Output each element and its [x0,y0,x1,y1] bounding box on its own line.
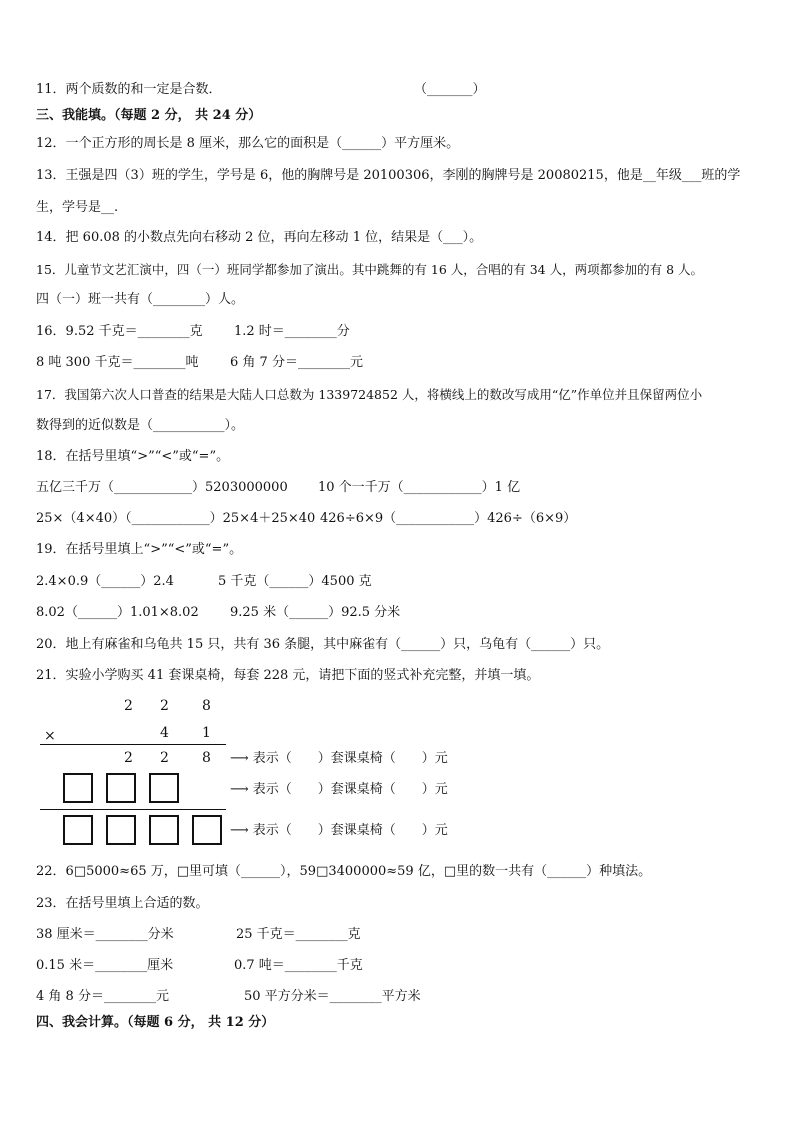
times-sign: × [44,728,56,744]
q11-answer-blank[interactable]: （_______） [414,82,486,97]
q18-c: 25×（4×40）（____________）25×4＋25×40 [36,511,316,526]
multiplier-digit: 4 [160,725,169,741]
answer-box[interactable] [63,773,93,803]
q15-line1: 15．儿童节文艺汇演中，四（一）班同学都参加了演出。其中跳舞的有 16 人，合唱的有 34 人，两项都参加的有 8 人。 [36,262,704,277]
section-3-heading: 三、我能填。（每题 2 分， 共 24 分） [36,108,262,123]
q19-title: 19．在括号里填上“>”“<”或“=”。 [36,542,243,557]
answer-box[interactable] [63,815,93,845]
q17-line2: 数得到的近似数是（___________）。 [36,418,245,433]
multiplier-digit: 1 [202,725,211,741]
q11-text: 11．两个质数的和一定是合数． [36,82,222,97]
q14: 14．把 60.08 的小数点先向右移动 2 位，再向左移动 1 位，结果是（___）。 [36,230,483,245]
q18-a: 五亿三千万（____________）5203000000 [36,480,288,495]
q12: 12．一个正方形的周长是 8 厘米，那么它的面积是（______）平方厘米。 [36,136,460,151]
q23-f: 50 平方分米＝________平方米 [244,989,421,1004]
answer-box[interactable] [192,815,222,845]
q21-annotation-2: ⟶ 表示（ ）套课桌椅（ ）元 [230,782,448,797]
q15-line2: 四（一）班一共有（________）人。 [36,292,245,307]
q21-text: 21．实验小学购买 41 套课桌椅，每套 228 元，请把下面的竖式补充完整，并填一填。 [36,668,540,683]
answer-box[interactable] [106,815,136,845]
sum-rule [40,809,226,810]
answer-box[interactable] [106,773,136,803]
product-rule [40,744,226,745]
q23-b: 25 千克＝________克 [236,927,361,942]
section-4-heading: 四、我会计算。（每题 6 分， 共 12 分） [36,1015,275,1030]
q13-line2: 生，学号是__. [36,200,119,215]
q16-b: 1.2 时＝________分 [234,324,350,339]
q23-a: 38 厘米＝________分米 [36,927,174,942]
q19-b: 5 千克（______）4500 克 [218,574,372,589]
q13-line1: 13．王强是四（3）班的学生，学号是 6，他的胸牌号是 20100306，李刚的胸牌号是 20080215，他是__年级___班的学 [36,168,741,183]
q18-d: 426÷6×9（____________）426÷（6×9） [320,511,577,526]
multiplicand-digit: 8 [202,698,211,714]
q18-title: 18．在括号里填“>”“<”或“=”。 [36,449,230,464]
q16-c: 8 吨 300 千克＝________吨 [36,355,199,370]
q19-c: 8.02（______）1.01×8.02 [36,605,199,620]
q21-annotation-1: ⟶ 表示（ ）套课桌椅（ ）元 [230,751,448,766]
multiplicand-digit: 2 [160,698,169,714]
q18-b: 10 个一千万（____________）1 亿 [318,480,521,495]
partial-product-digit: 8 [202,750,211,766]
q23-e: 4 角 8 分＝________元 [36,989,169,1004]
q17-line1: 17．我国第六次人口普查的结果是大陆人口总数为 1339724852 人，将横线上的数改写成用“亿”作单位并且保留两位小 [36,387,703,402]
answer-box[interactable] [149,815,179,845]
q20: 20．地上有麻雀和乌龟共 15 只，共有 36 条腿，其中麻雀有（______）只，乌龟有（______）只。 [36,637,610,652]
q19-a: 2.4×0.9（______）2.4 [36,574,174,589]
q23-title: 23．在括号里填上合适的数。 [36,896,209,911]
q23-c: 0.15 米＝________厘米 [36,958,174,973]
q19-d: 9.25 米（______）92.5 分米 [230,605,401,620]
q16-a: 16．9.52 千克＝________克 [36,324,203,339]
q16-d: 6 角 7 分＝________元 [230,355,363,370]
partial-product-digit: 2 [160,750,169,766]
q22: 22．6□5000≈65 万，□里可填（______），59□3400000≈59 亿，□里的数一共有（______）种填法。 [36,864,652,879]
partial-product-digit: 2 [124,750,133,766]
multiplicand-digit: 2 [124,698,133,714]
answer-box[interactable] [149,773,179,803]
q23-d: 0.7 吨＝________千克 [234,958,363,973]
q21-annotation-3: ⟶ 表示（ ）套课桌椅（ ）元 [230,823,448,838]
